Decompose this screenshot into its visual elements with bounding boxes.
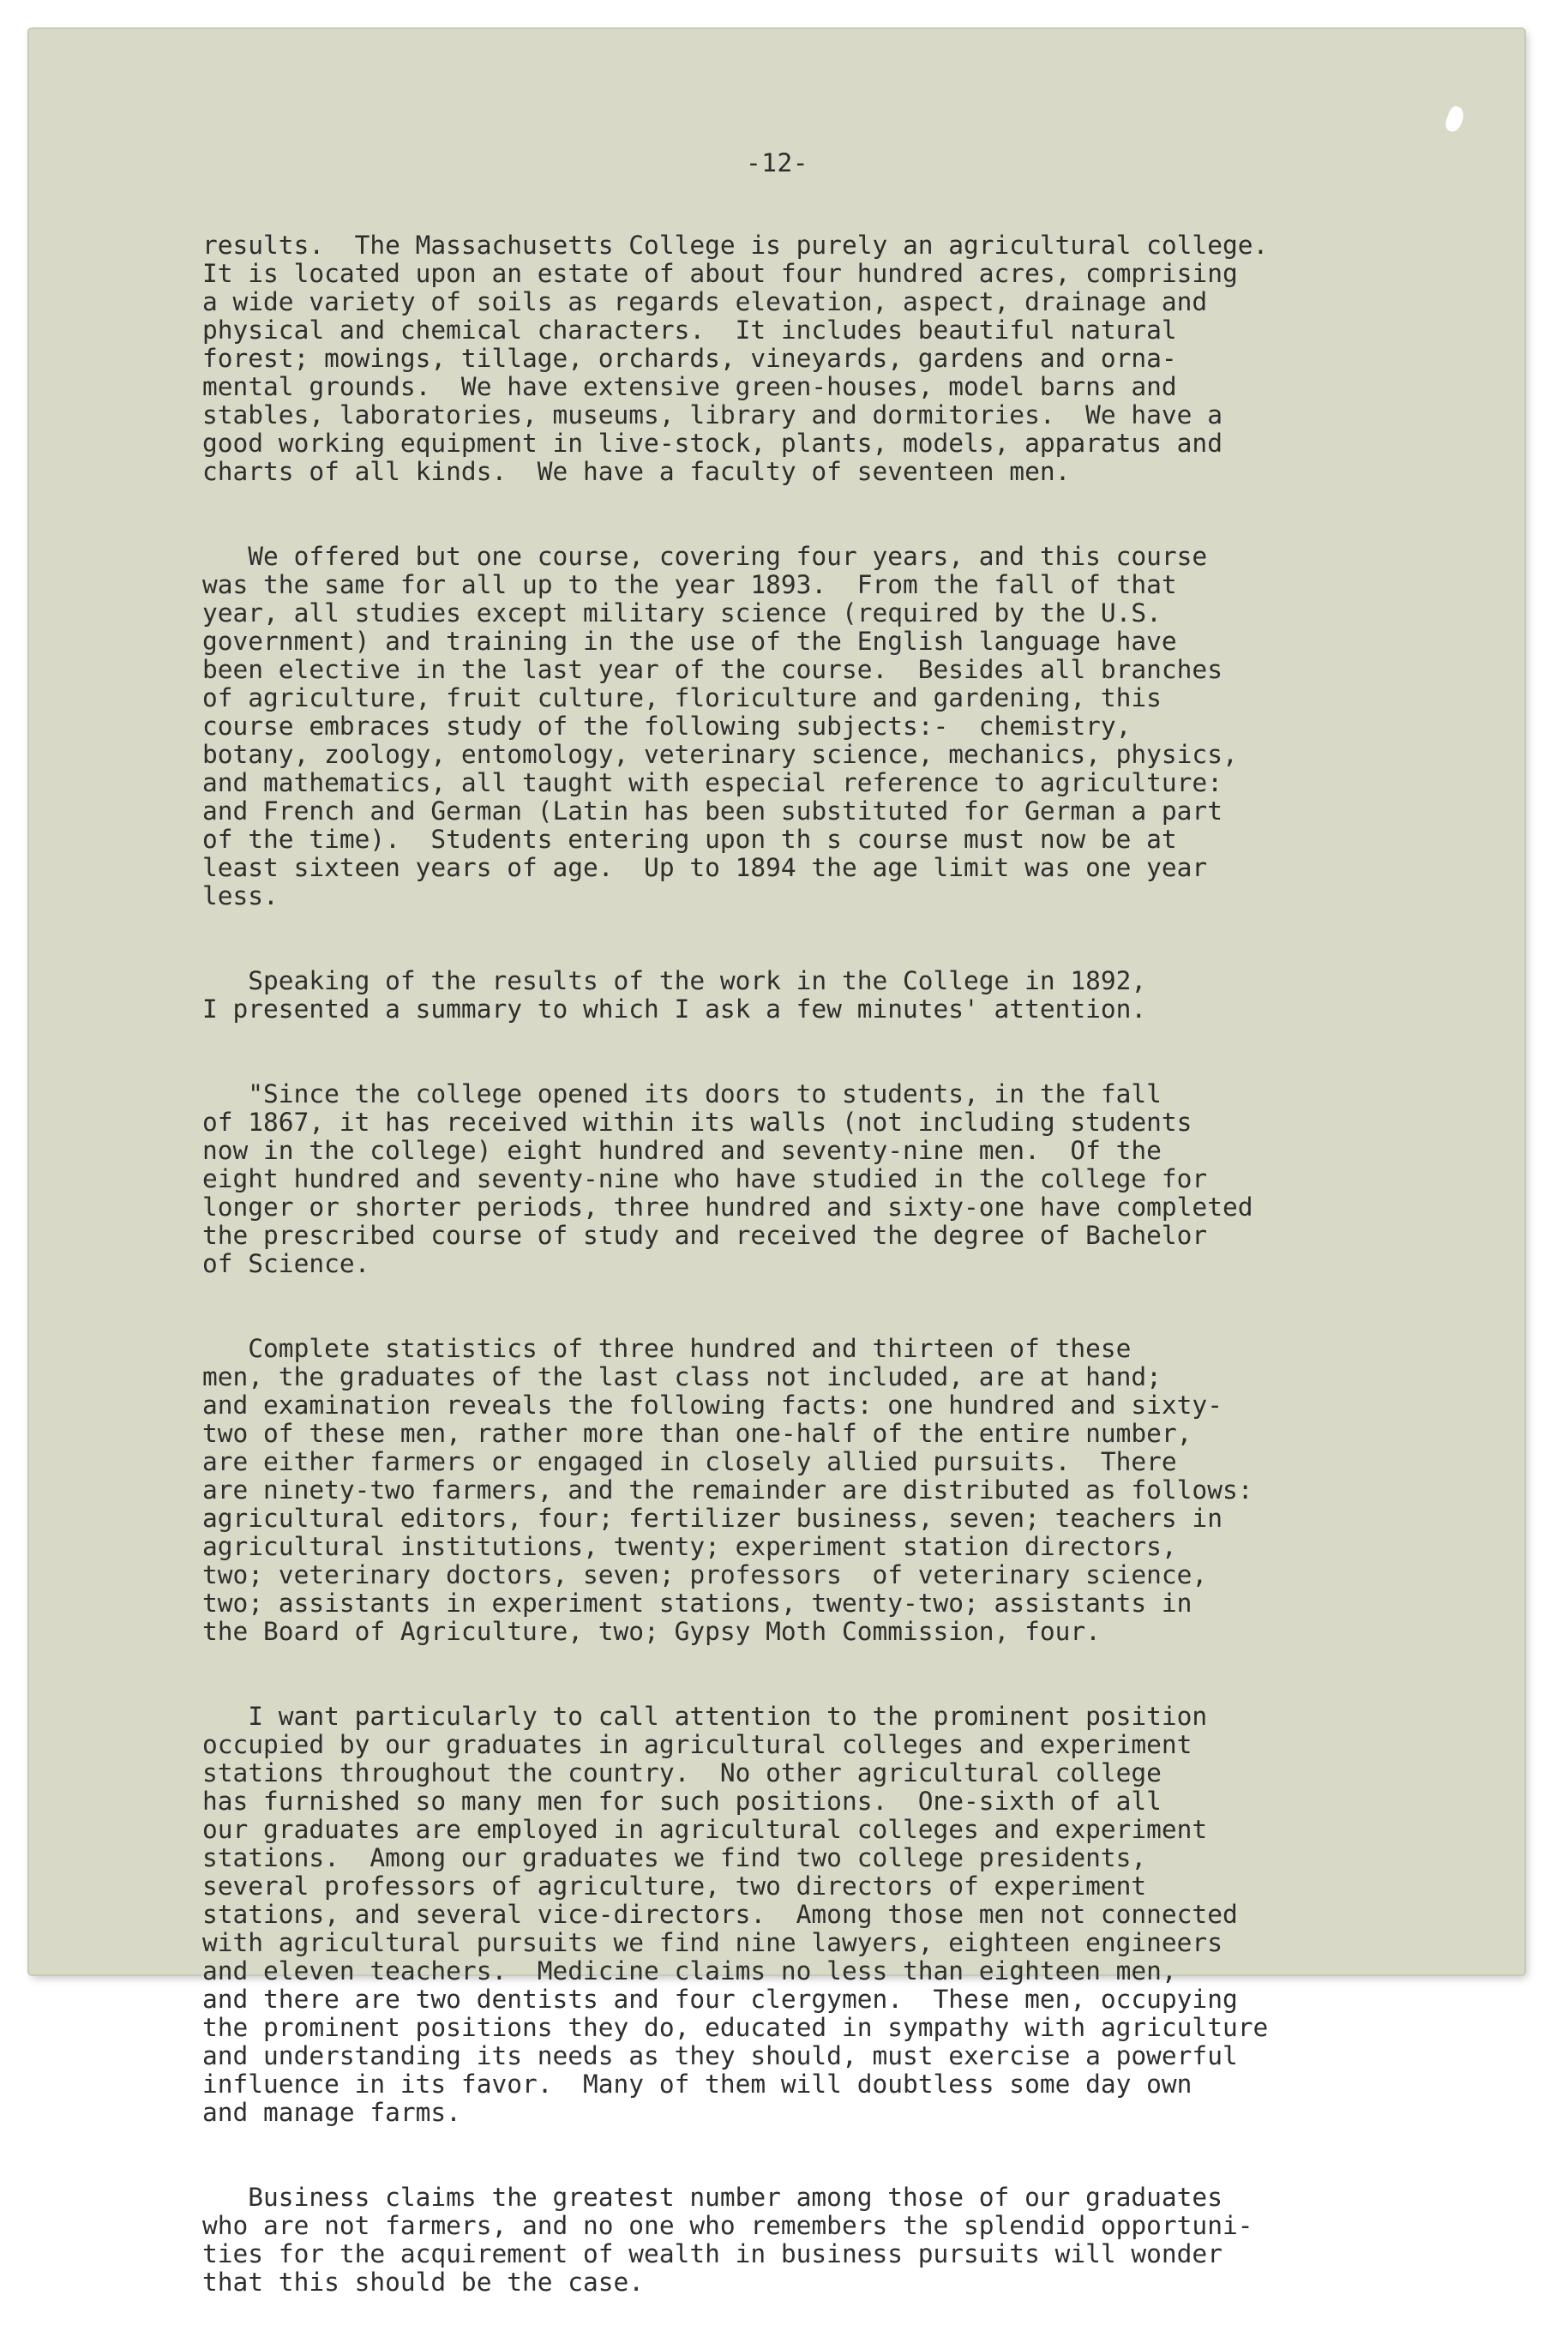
paragraph-2: We offered but one course, covering four years, and this course was the same for all up to the year 1893. From the fall of that year, all studies except military science (required by the U.S. government) and training in the use of the English language have been elective in the last year of the course. Besides all branches of agriculture, fruit culture, floriculture and gardening, this course embraces study of the following subjects:- chemistry, botany, zoology, entomology, veterinary science, mechanics, physics, and mathematics, all taught with especial reference to agriculture: and French and German (Latin has been substituted for German a part of the time). Students entering upon th s course must now be at least sixteen years of age. Up to 1894 the age limit was one year less. xyxy=(202,542,1238,910)
paragraph-5: Complete statistics of three hundred and thirteen of these men, the graduates of the last class not included, are at hand; and examination reveals the following facts: one hundred and sixty- two of these men, rather more than one-half of the entire number, are either farmers or engaged in closely allied pursuits. There are ninety-two farmers, and the remainder are distributed as follows: agricultural editors, four; fertilizer business, seven; teachers in agricultural institutions, twenty; experiment station directors, two; veterinary doctors, seven; professors of veterinary science, two; assistants in experiment stations, twenty-two; assistants in the Board of Agriculture, two; Gypsy Moth Commission, four. xyxy=(202,1334,1253,1646)
paragraph-4: "Since the college opened its doors to students, in the fall of 1867, it has received within its walls (not including students now in the college) eight hundred and seventy-nine men. Of the eight hundred and seventy-nine who have studied in the college for longer or shorter periods, three hundred and sixty-one have completed the prescribed course of study and received the degree of Bachelor of Science. xyxy=(202,1079,1253,1278)
paper-tear-mark xyxy=(1443,105,1466,134)
page-number: -12- xyxy=(746,148,809,177)
typewritten-body xyxy=(202,175,1454,2325)
paragraph-1: results. The Massachusetts College is purely an agricultural college. It is located upon an estate of about four hundred acres, comprising a wide variety of soils as regards elevation, aspect, drainage and physical and chemical characters. It includes beautiful natural forest; mowings, tillage, orchards, vineyards, gardens and orna- mental grounds. We have extensive green-houses, model barns and stables, laboratories, museums, library and dormitories. We have a good working equipment in live-stock, plants, models, apparatus and charts of all kinds. We have a faculty of seventeen men. xyxy=(202,231,1269,486)
paragraph-3: Speaking of the results of the work in the College in 1892, I presented a summary to which I ask a few minutes' attention. xyxy=(202,966,1147,1024)
paragraph-7: Business claims the greatest number among those of our graduates who are not farmers, and no one who remembers the splendid opportuni- ties for the acquirement of wealth in business pursuits will wonder that this should be the case. xyxy=(202,2183,1253,2297)
paragraph-6: I want particularly to call attention to the prominent position occupied by our graduates in agricultural colleges and experiment stations throughout the country. No other agricultural college has furnished so many men for such positions. One-sixth of all our graduates are employed in agricultural colleges and experiment stations. Among our graduates we find two college presidents, several professors of agriculture, two directors of experiment stations, and several vice-directors. Among those men not connected with agricultural pursuits we find nine lawyers, eighteen engineers and eleven teachers. Medicine claims no less than eighteen men, and there are two dentists and four clergymen. These men, occupying the prominent positions they do, educated in sympathy with agriculture and understanding its needs as they should, must exercise a powerful influence in its favor. Many of them will doubtless some day own and manage farms. xyxy=(202,1702,1269,2127)
